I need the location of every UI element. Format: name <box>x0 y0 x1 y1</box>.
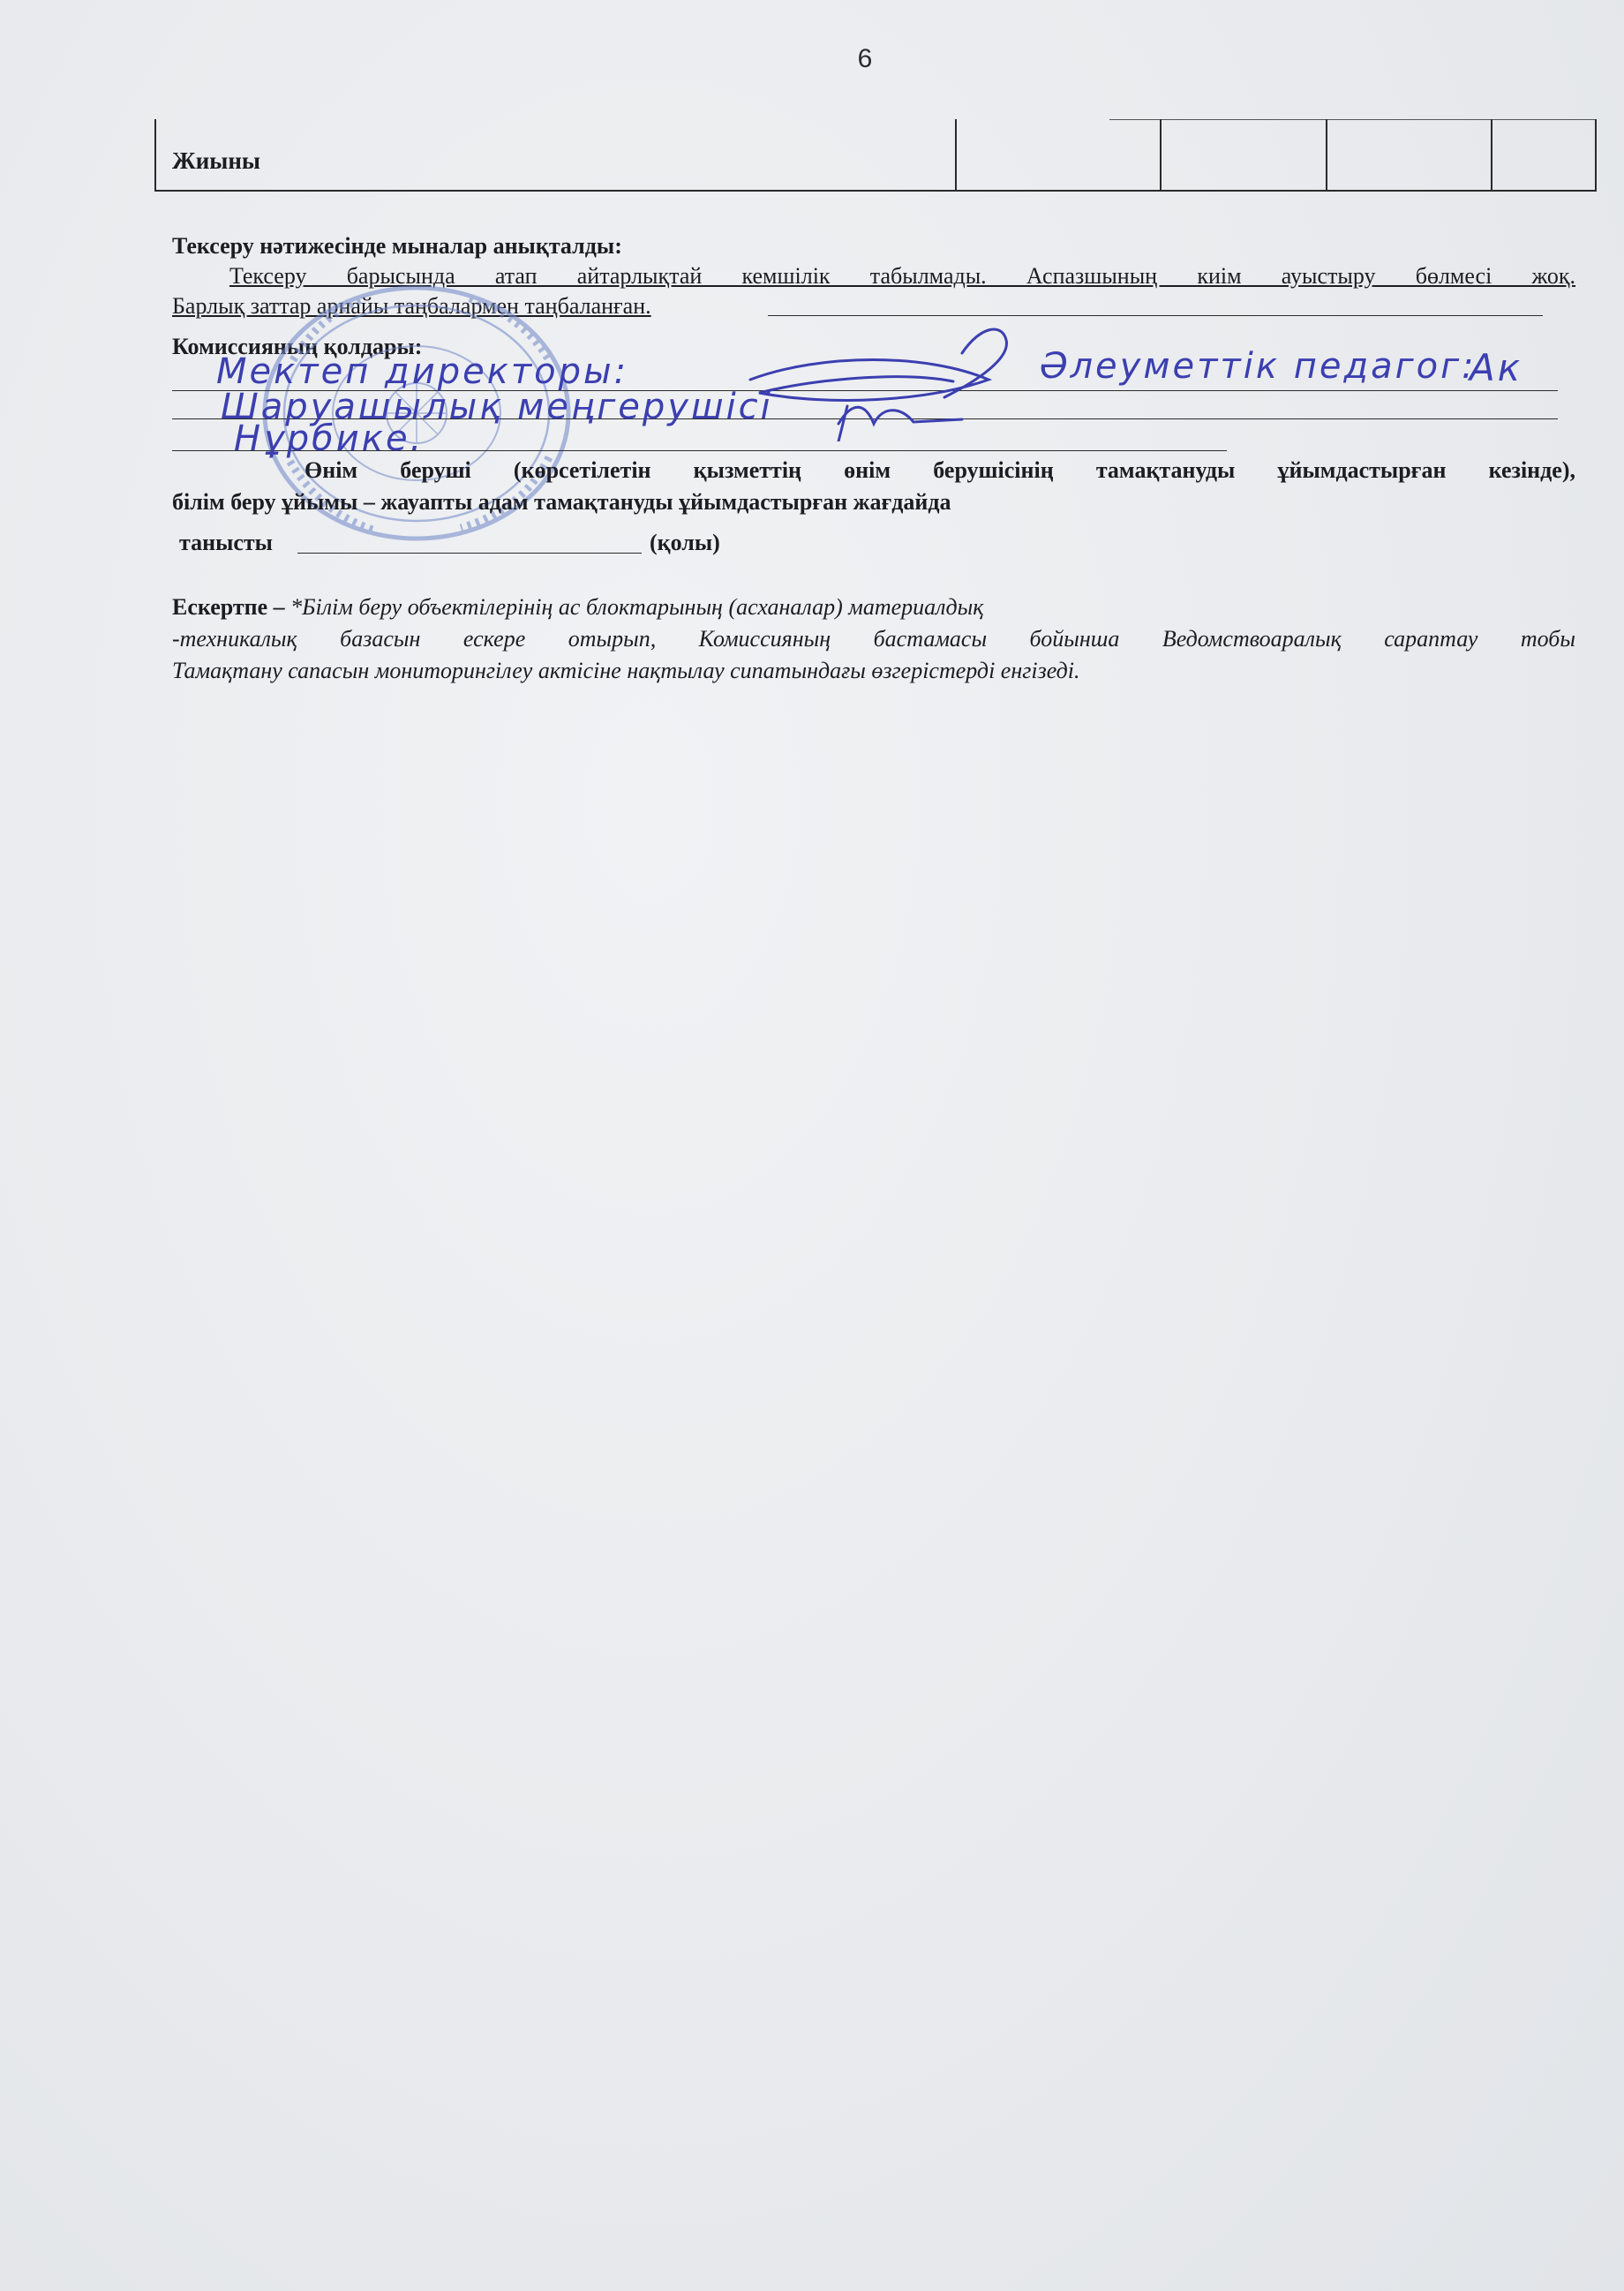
table-col-divider <box>955 119 957 190</box>
signature-scribble-1 <box>697 318 1033 441</box>
note-line-3: Тамақтану сапасын мониторингілеу актісіне нақтылау сипатындағы өзгерістерді енгізеді. <box>172 658 1080 683</box>
totals-table <box>154 119 1597 192</box>
table-col-divider <box>1491 119 1492 190</box>
findings-line-1: Тексеру барысында атап айтарлықтай кемшілік табылмады. Аспазшының киім ауыстыру бөлмесі жоқ. <box>229 263 1575 289</box>
table-col-divider <box>1595 119 1597 190</box>
commission-heading: Комиссияның қолдары: <box>172 334 423 359</box>
handwritten-household-manager: Шаруашылық меңгерушісі <box>221 387 773 427</box>
table-top-border <box>1109 119 1597 120</box>
acquainted-label: танысты <box>179 530 273 555</box>
note-line-2: -техникалық базасын ескере отырып, Комиссияның бастамасы бойынша Ведомствоаралық сараптау тобы <box>172 626 1575 652</box>
handwritten-social-pedagogue: Әлеуметтік педагог: <box>1040 346 1477 387</box>
table-col-divider <box>1160 119 1162 190</box>
producer-line-2: білім беру ұйымы – жауапты адам тамақтануды ұйымдастырған жағдайда <box>172 489 951 515</box>
producer-line-1: Өнім беруші (көрсетілетін қызметтің өнім берушісінің тамақтануды ұйымдастырған кезінде), <box>304 457 1575 483</box>
findings-heading: Тексеру нәтижесінде мыналар анықталды: <box>172 233 622 259</box>
table-col-divider <box>1326 119 1327 190</box>
note-label: Ескертпе – <box>172 594 285 620</box>
acquainted-signature-line <box>297 553 642 554</box>
findings-line-2: Барлық заттар арнайы таңбалармен таңбаланған. <box>172 293 651 319</box>
handwritten-initials: Ак <box>1470 346 1523 389</box>
handwritten-name: Нұрбике. <box>234 418 425 459</box>
note-text-1: Білім беру объектілерінің ас блоктарының (асханалар) материалдық <box>302 594 984 620</box>
note-star: * <box>290 594 303 620</box>
page-number: 6 <box>857 44 873 73</box>
findings-blank-line <box>768 315 1543 316</box>
note-line-1 <box>172 592 1575 623</box>
handwritten-school-director: Мектеп директоры: <box>216 351 629 392</box>
table-total-label: Жиыны <box>172 147 260 174</box>
signature-label: (қолы) <box>650 530 720 555</box>
